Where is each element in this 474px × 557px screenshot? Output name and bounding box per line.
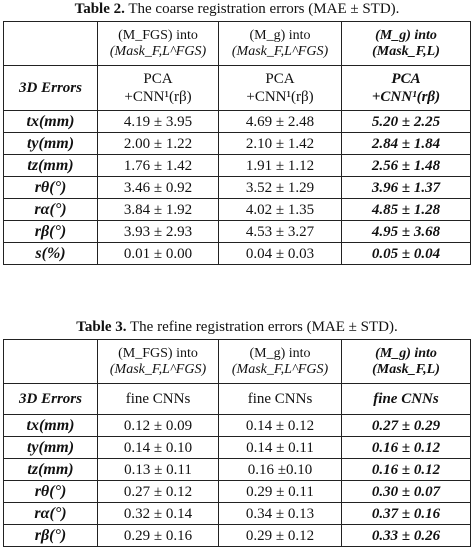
col-header-line1: (M_g) into — [375, 27, 437, 43]
table-cell: 0.04 ± 0.03 — [219, 243, 342, 265]
row-label: rα(°) — [4, 503, 98, 525]
col-header-line2: (Mask_F,L^FGS) — [109, 43, 207, 59]
table3-header-row — [4, 340, 471, 384]
table3-method-3: fine CNNs — [342, 384, 471, 415]
row-label: ty(mm) — [4, 437, 98, 459]
row-label: tz(mm) — [4, 459, 98, 481]
table3-method-row — [4, 384, 471, 415]
table-cell: 0.16 ±0.10 — [219, 459, 342, 481]
table2-corner-cell — [4, 22, 98, 66]
table-cell: 0.27 ± 0.12 — [98, 481, 219, 503]
table2-method-row — [4, 66, 471, 111]
table-row — [4, 481, 471, 503]
table-cell: 0.14 ± 0.10 — [98, 437, 219, 459]
col-header-line1: (M_g) into — [249, 27, 311, 43]
method-line1: PCA — [391, 71, 421, 87]
table-cell: 4.69 ± 2.48 — [219, 111, 342, 133]
col-header-line2: (Mask_F,L^FGS) — [231, 43, 329, 59]
table-row — [4, 459, 471, 481]
table-row — [4, 243, 471, 265]
table-cell: 0.27 ± 0.29 — [342, 415, 471, 437]
col-header-line1: (M_FGS) into — [118, 27, 198, 43]
table3-row-header: 3D Errors — [4, 384, 98, 415]
table-cell: 4.19 ± 3.95 — [98, 111, 219, 133]
row-label: rθ(°) — [4, 177, 98, 199]
row-label: ty(mm) — [4, 133, 98, 155]
table2-col-header-3 — [342, 22, 471, 66]
table3-corner-cell — [4, 340, 98, 384]
table-cell: 0.30 ± 0.07 — [342, 481, 471, 503]
table2-method-3 — [342, 66, 471, 111]
table-cell: 1.91 ± 1.12 — [219, 155, 342, 177]
table-row — [4, 133, 471, 155]
table-cell: 0.05 ± 0.04 — [342, 243, 471, 265]
table-row — [4, 199, 471, 221]
table-cell: 0.37 ± 0.16 — [342, 503, 471, 525]
table-cell: 5.20 ± 2.25 — [342, 111, 471, 133]
col-header-line2: (Mask_F,L^FGS) — [109, 361, 207, 377]
table-cell: 3.93 ± 2.93 — [98, 221, 219, 243]
table3-caption: Table 3. The refine registration errors (MAE ± STD). — [76, 319, 398, 335]
table-row — [4, 221, 471, 243]
table2-method-1 — [98, 66, 219, 111]
table-cell: 4.02 ± 1.35 — [219, 199, 342, 221]
table-cell: 0.14 ± 0.12 — [219, 415, 342, 437]
col-header-line1: (M_g) into — [375, 345, 437, 361]
table-cell: 0.14 ± 0.11 — [219, 437, 342, 459]
row-label: rβ(°) — [4, 525, 98, 547]
table2-col-header-1 — [98, 22, 219, 66]
table-cell: 0.33 ± 0.26 — [342, 525, 471, 547]
table2-row-header: 3D Errors — [4, 66, 98, 111]
table2-col-header-2 — [219, 22, 342, 66]
col-header-line2: (Mask_F,L^FGS) — [231, 361, 329, 377]
table3-method-2: fine CNNs — [219, 384, 342, 415]
table-cell: 4.95 ± 3.68 — [342, 221, 471, 243]
col-header-line1: (M_g) into — [249, 345, 311, 361]
method-line1: PCA — [265, 71, 295, 87]
row-label: tx(mm) — [4, 415, 98, 437]
row-label: rθ(°) — [4, 481, 98, 503]
table-cell: 0.32 ± 0.14 — [98, 503, 219, 525]
table-cell: 0.12 ± 0.09 — [98, 415, 219, 437]
table-cell: 3.96 ± 1.37 — [342, 177, 471, 199]
table-cell: 4.53 ± 3.27 — [219, 221, 342, 243]
table-cell: 0.29 ± 0.11 — [219, 481, 342, 503]
table-cell: 3.46 ± 0.92 — [98, 177, 219, 199]
table3-col-header-1 — [98, 340, 219, 384]
col-header-line2: (Mask_F,L) — [372, 43, 440, 59]
table-cell: 2.84 ± 1.84 — [342, 133, 471, 155]
table-row — [4, 177, 471, 199]
col-header-line2: (Mask_F,L) — [372, 361, 440, 377]
table-cell: 0.01 ± 0.00 — [98, 243, 219, 265]
table-cell: 0.29 ± 0.12 — [219, 525, 342, 547]
table-cell: 3.84 ± 1.92 — [98, 199, 219, 221]
table3-method-1: fine CNNs — [98, 384, 219, 415]
method-line1: PCA — [143, 71, 173, 87]
method-line2: +CNN¹(rβ) — [371, 89, 441, 105]
table-cell: 0.13 ± 0.11 — [98, 459, 219, 481]
table3-col-header-3 — [342, 340, 471, 384]
table-cell: 0.16 ± 0.12 — [342, 437, 471, 459]
row-label: tx(mm) — [4, 111, 98, 133]
method-line2: +CNN¹(rβ) — [124, 89, 192, 105]
row-label: tz(mm) — [4, 155, 98, 177]
table2-caption: Table 2. The coarse registration errors (MAE ± STD). — [74, 1, 400, 17]
row-label: rβ(°) — [4, 221, 98, 243]
table-row — [4, 111, 471, 133]
table-cell: 2.56 ± 1.48 — [342, 155, 471, 177]
col-header-line1: (M_FGS) into — [118, 345, 198, 361]
table-row — [4, 437, 471, 459]
method-line2: +CNN¹(rβ) — [246, 89, 314, 105]
table2-method-2 — [219, 66, 342, 111]
table-row — [4, 503, 471, 525]
table2 — [3, 21, 471, 265]
table-row — [4, 525, 471, 547]
row-label: rα(°) — [4, 199, 98, 221]
table-row — [4, 415, 471, 437]
table-row — [4, 155, 471, 177]
table-cell: 2.10 ± 1.42 — [219, 133, 342, 155]
table-cell: 0.16 ± 0.12 — [342, 459, 471, 481]
table3 — [3, 339, 471, 547]
table2-header-row — [4, 22, 471, 66]
table-cell: 1.76 ± 1.42 — [98, 155, 219, 177]
row-label: s(%) — [4, 243, 98, 265]
table3-col-header-2 — [219, 340, 342, 384]
table-cell: 4.85 ± 1.28 — [342, 199, 471, 221]
table-cell: 0.34 ± 0.13 — [219, 503, 342, 525]
table-cell: 3.52 ± 1.29 — [219, 177, 342, 199]
table-cell: 0.29 ± 0.16 — [98, 525, 219, 547]
table-cell: 2.00 ± 1.22 — [98, 133, 219, 155]
